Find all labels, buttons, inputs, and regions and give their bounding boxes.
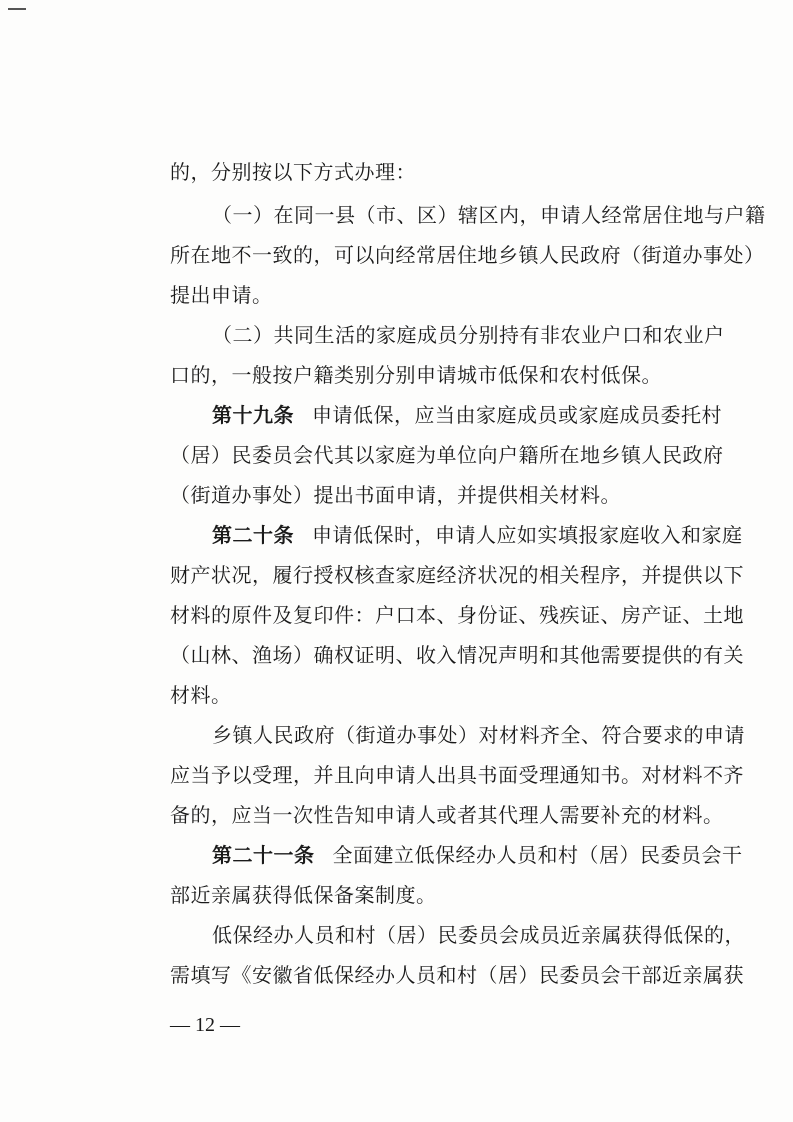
article-20-heading: 第二十条 [212, 523, 294, 547]
text-line: 备的，应当一次性告知申请人或者其代理人需要补充的材料。 [170, 803, 724, 827]
text-line: 的，分别按以下方式办理： [170, 160, 416, 184]
article-19-text: 申请低保，应当由家庭成员或家庭成员委托村 [312, 403, 722, 427]
text-line: 低保经办人员和村（居）民委员会成员近亲属获得低保的， [212, 923, 745, 947]
text-line: 材料的原件及复印件：户口本、身份证、残疾证、房产证、土地 [170, 603, 744, 627]
text-line: 所在地不一致的，可以向经常居住地乡镇人民政府（街道办事处） [170, 243, 765, 267]
text-line: 口的，一般按户籍类别分别申请城市低保和农村低保。 [170, 363, 662, 387]
scan-corner-mark [8, 8, 26, 10]
text-line: 财产状况，履行授权核查家庭经济状况的相关程序，并提供以下 [170, 563, 744, 587]
article-21-text: 全面建立低保经办人员和村（居）民委员会干 [332, 843, 743, 867]
text-line: 提出申请。 [170, 283, 273, 307]
text-line: 需填写《安徽省低保经办人员和村（居）民委员会干部近亲属获 [170, 963, 744, 987]
article-19-line [212, 402, 722, 428]
text-line: （二）共同生活的家庭成员分别持有非农业户口和农业户 [212, 323, 725, 347]
page-number: — 12 — [170, 1014, 240, 1036]
text-line: 材料。 [170, 683, 232, 707]
article-20-line [212, 522, 743, 548]
article-21-line [212, 842, 743, 868]
text-line: 应当予以受理，并且向申请人出具书面受理通知书。对材料不齐 [170, 763, 744, 787]
text-line: （居）民委员会代其以家庭为单位向户籍所在地乡镇人民政府 [170, 443, 724, 467]
text-line: （街道办事处）提出书面申请，并提供相关材料。 [170, 483, 621, 507]
article-20-text: 申请低保时，申请人应如实填报家庭收入和家庭 [312, 523, 743, 547]
text-line: （一）在同一县（市、区）辖区内，申请人经常居住地与户籍 [212, 203, 766, 227]
article-19-heading: 第十九条 [212, 403, 294, 427]
text-line: （山林、渔场）确权证明、收入情况声明和其他需要提供的有关 [170, 643, 744, 667]
text-line: 乡镇人民政府（街道办事处）对材料齐全、符合要求的申请 [212, 723, 745, 747]
article-21-heading: 第二十一条 [212, 843, 315, 867]
text-line: 部近亲属获得低保备案制度。 [170, 883, 437, 907]
